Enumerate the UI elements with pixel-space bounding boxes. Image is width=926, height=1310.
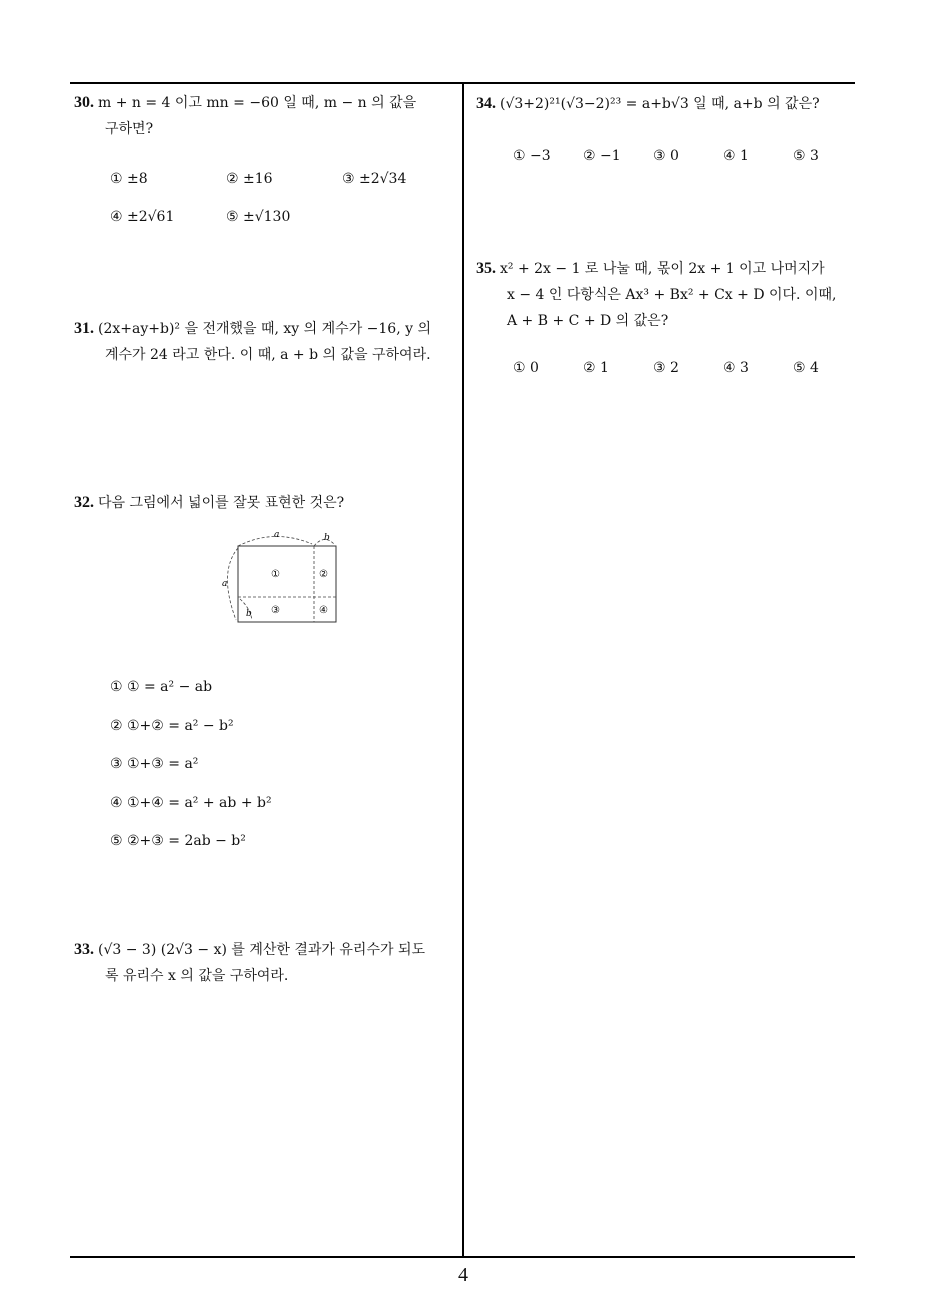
question-text: x² + 2x − 1 로 나눌 때, 몫이 2x + 1 이고 나머지가 (500, 261, 825, 277)
page-number: 4 (458, 1264, 468, 1286)
choices-34 (513, 143, 819, 169)
column-divider (462, 82, 464, 1258)
question-text: 계수가 24 라고 한다. 이 때, a + b 의 값을 구하여라. (105, 347, 431, 363)
question-number: 34. (476, 95, 496, 112)
question-32 (74, 490, 344, 516)
choice-5[interactable]: ⑤ 4 (793, 360, 819, 376)
choice-3[interactable]: ③ 2 (653, 360, 679, 376)
choices-35 (513, 355, 819, 381)
region-2-label: ② (319, 569, 328, 580)
choices-30 (110, 166, 406, 192)
label-b-top: b (324, 533, 330, 543)
question-text: (2x+ay+b)² 을 전개했을 때, xy 의 계수가 −16, y 의 (98, 321, 431, 337)
question-text: (√3 − 3) (2√3 − x) 를 계산한 결과가 유리수가 되도 (98, 942, 425, 958)
choice-4[interactable]: ④ 3 (723, 360, 749, 376)
choice-3[interactable]: ③ ±2√34 (342, 171, 407, 187)
choice-1[interactable]: ① −3 (513, 148, 551, 164)
question-text: (√3+2)²¹(√3−2)²³ = a+b√3 일 때, a+b 의 값은? (500, 96, 820, 112)
question-35 (476, 256, 836, 334)
choices-32 (110, 668, 272, 861)
area-figure (216, 526, 346, 630)
left-column (74, 0, 459, 1250)
choice-4[interactable]: ④ ①+④ = a² + ab + b² (110, 794, 272, 811)
region-1-label: ① (271, 569, 280, 580)
choice-3[interactable]: ③ ①+③ = a² (110, 756, 199, 772)
choice-1[interactable]: ① ±8 (110, 171, 148, 187)
question-34 (476, 91, 820, 117)
choice-5[interactable]: ⑤ 3 (793, 148, 819, 164)
brace-a-left (227, 548, 238, 620)
choice-2[interactable]: ② ①+② = a² − b² (110, 717, 234, 734)
region-3-label: ③ (271, 605, 280, 616)
choice-2[interactable]: ② 1 (583, 360, 609, 376)
choice-1[interactable]: ① ① = a² − ab (110, 679, 213, 695)
label-b-bottom: b (246, 609, 252, 619)
question-30 (74, 90, 416, 142)
choice-3[interactable]: ③ 0 (653, 148, 679, 164)
choice-4[interactable]: ④ ±2√61 (110, 209, 175, 225)
label-a-top: a (274, 530, 280, 540)
choice-5[interactable]: ⑤ ②+③ = 2ab − b² (110, 833, 246, 849)
question-number: 33. (74, 941, 94, 958)
region-4-label: ④ (319, 605, 328, 616)
choice-2[interactable]: ② ±16 (226, 171, 273, 187)
question-31 (74, 316, 431, 368)
question-number: 35. (476, 260, 496, 277)
question-number: 31. (74, 320, 94, 337)
question-text: 구하면? (105, 121, 154, 137)
choice-1[interactable]: ① 0 (513, 360, 539, 376)
question-number: 32. (74, 494, 94, 511)
question-text: 다음 그림에서 넓이를 잘못 표현한 것은? (98, 495, 345, 511)
right-column (476, 0, 856, 1250)
question-text: x − 4 인 다항식은 Ax³ + Bx² + Cx + D 이다. 이때, (507, 287, 837, 303)
choices-30-row2 (110, 204, 290, 230)
question-text: m + n = 4 이고 mn = −60 일 때, m − n 의 값을 (98, 95, 417, 111)
choice-2[interactable]: ② −1 (583, 148, 621, 164)
question-number: 30. (74, 94, 94, 111)
question-text: 록 유리수 x 의 값을 구하여라. (105, 968, 289, 984)
question-text: A + B + C + D 의 값은? (507, 313, 669, 329)
bottom-rule (70, 1256, 855, 1258)
question-33 (74, 937, 425, 989)
label-a-left: a (222, 579, 228, 589)
choice-5[interactable]: ⑤ ±√130 (226, 209, 291, 225)
choice-4[interactable]: ④ 1 (723, 148, 749, 164)
